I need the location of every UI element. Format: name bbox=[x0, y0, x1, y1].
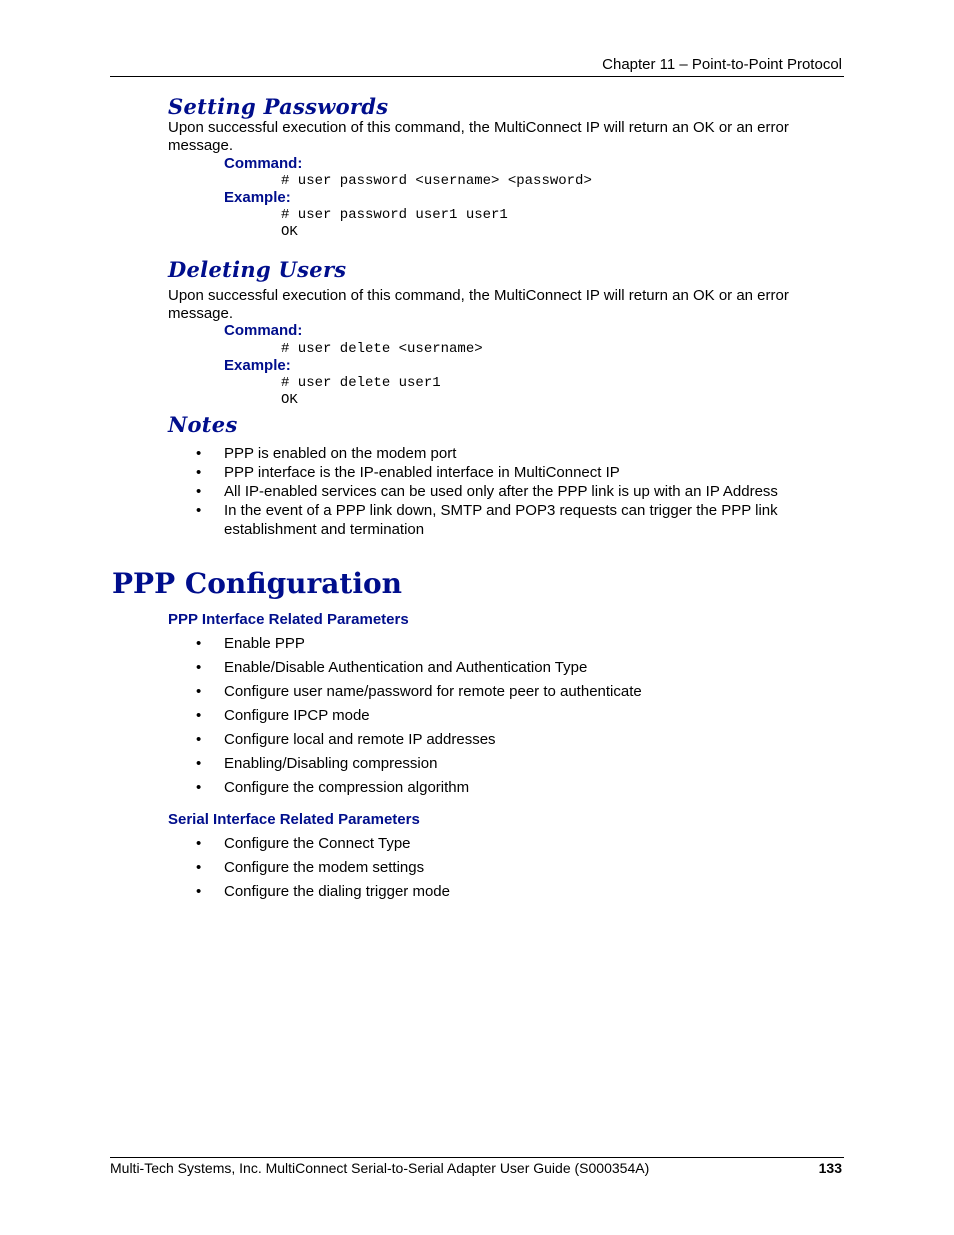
list-item: • Configure user name/password for remote peer to authenticate bbox=[196, 680, 642, 704]
list-item: • Configure IPCP mode bbox=[196, 704, 642, 728]
bullet-icon: • bbox=[196, 731, 202, 748]
bullet-icon: • bbox=[196, 445, 202, 462]
page-number: 133 bbox=[818, 1160, 842, 1176]
bullet-icon: • bbox=[196, 755, 202, 772]
list-item: • Configure the modem settings bbox=[196, 856, 450, 880]
bullet-icon: • bbox=[196, 835, 202, 852]
bullet-icon: • bbox=[196, 659, 202, 676]
section-title-setting-passwords: Setting Passwords bbox=[168, 94, 389, 119]
setting-passwords-example-label: Example: bbox=[224, 189, 291, 206]
ppp-interface-list bbox=[196, 632, 642, 800]
bullet-icon: • bbox=[196, 502, 202, 519]
notes-list bbox=[196, 444, 824, 539]
deleting-users-command-label: Command: bbox=[224, 322, 303, 339]
subheading-ppp-interface: PPP Interface Related Parameters bbox=[168, 611, 409, 628]
section-title-notes: Notes bbox=[168, 412, 238, 437]
bullet-icon: • bbox=[196, 779, 202, 796]
setting-passwords-command-label: Command: bbox=[224, 155, 303, 172]
setting-passwords-command-code: # user password <username> <password> bbox=[281, 173, 592, 189]
deleting-users-command-code: # user delete <username> bbox=[281, 341, 483, 357]
list-item: • PPP interface is the IP-enabled interface in MultiConnect IP bbox=[196, 464, 620, 481]
section-title-ppp-configuration: PPP Configuration bbox=[112, 567, 403, 600]
bullet-icon: • bbox=[196, 683, 202, 700]
list-item: • Configure the dialing trigger mode bbox=[196, 880, 450, 904]
list-item: • Enable/Disable Authentication and Authentication Type bbox=[196, 656, 642, 680]
list-item: • All IP-enabled services can be used only after the PPP link is up with an IP Address bbox=[196, 483, 778, 500]
setting-passwords-example-code: # user password user1 user1 OK bbox=[281, 207, 508, 240]
bullet-icon: • bbox=[196, 483, 202, 500]
deleting-users-description: Upon successful execution of this command, the MultiConnect IP will return an OK or an error message. bbox=[168, 287, 789, 322]
list-item: • Configure local and remote IP addresses bbox=[196, 728, 642, 752]
footer-rule bbox=[110, 1157, 844, 1158]
bullet-icon: • bbox=[196, 859, 202, 876]
deleting-users-example-code: # user delete user1 OK bbox=[281, 375, 441, 408]
running-header: Chapter 11 – Point-to-Point Protocol bbox=[602, 56, 842, 73]
list-item: • Configure the Connect Type bbox=[196, 832, 450, 856]
setting-passwords-description: Upon successful execution of this command, the MultiConnect IP will return an OK or an error message. bbox=[168, 119, 789, 154]
bullet-icon: • bbox=[196, 883, 202, 900]
serial-interface-list bbox=[196, 832, 450, 904]
list-item: • Enable PPP bbox=[196, 632, 642, 656]
subheading-serial-interface: Serial Interface Related Parameters bbox=[168, 811, 420, 828]
bullet-icon: • bbox=[196, 707, 202, 724]
bullet-icon: • bbox=[196, 464, 202, 481]
footer-text: Multi-Tech Systems, Inc. MultiConnect Serial-to-Serial Adapter User Guide (S000354A) bbox=[110, 1160, 650, 1176]
bullet-icon: • bbox=[196, 635, 202, 652]
list-item: • Enabling/Disabling compression bbox=[196, 752, 642, 776]
list-item: • PPP is enabled on the modem port bbox=[196, 445, 457, 462]
section-title-deleting-users: Deleting Users bbox=[168, 257, 347, 282]
deleting-users-example-label: Example: bbox=[224, 357, 291, 374]
header-rule bbox=[110, 76, 844, 77]
list-item: • In the event of a PPP link down, SMTP and POP3 requests can trigger the PPP link establishment and termination bbox=[196, 502, 778, 538]
list-item: • Configure the compression algorithm bbox=[196, 776, 642, 800]
